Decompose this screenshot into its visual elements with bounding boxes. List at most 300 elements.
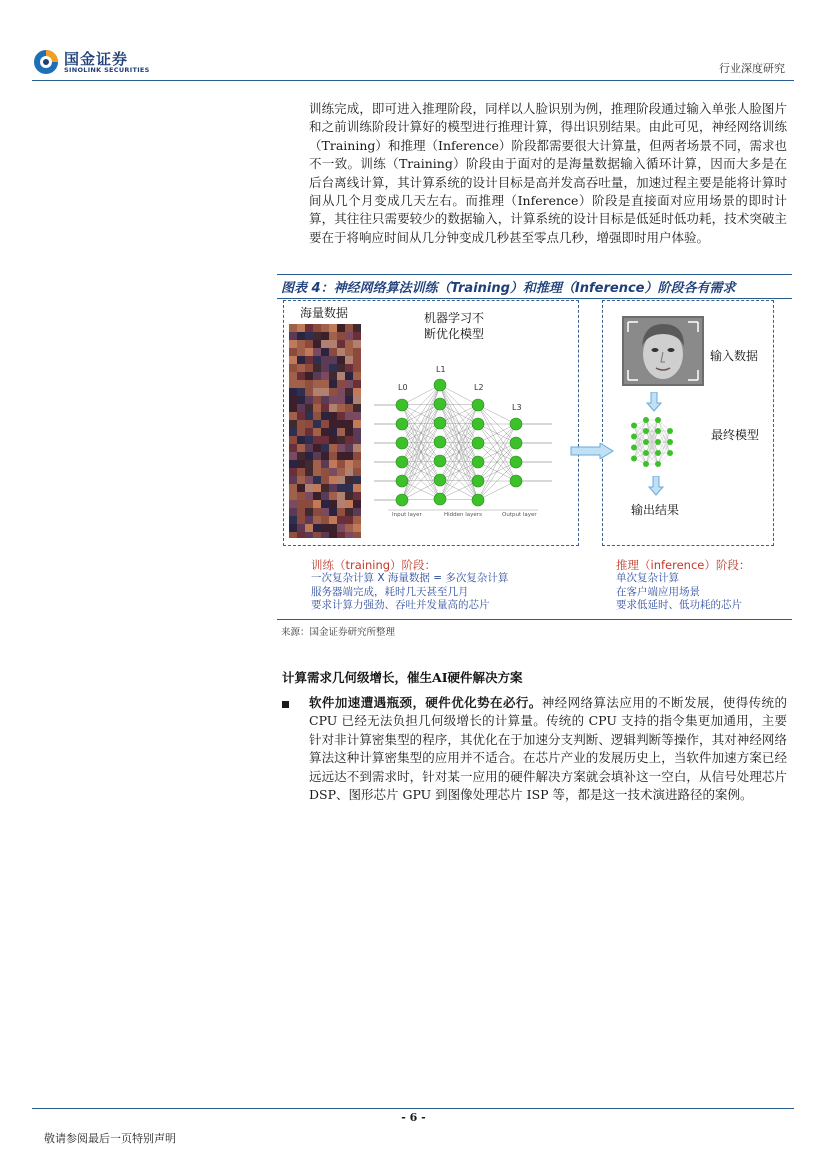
mosaic-tile [297, 340, 305, 348]
mosaic-tile [329, 532, 337, 538]
model-node [643, 417, 649, 423]
mosaic-tile [289, 532, 297, 538]
mosaic-tile [305, 460, 313, 468]
mosaic-tile [313, 476, 321, 484]
mosaic-tile [289, 492, 297, 500]
mosaic-tile [329, 332, 337, 340]
mosaic-tile [337, 412, 345, 420]
mosaic-tile [329, 492, 337, 500]
network-node [434, 493, 446, 505]
network-node [434, 379, 446, 391]
mosaic-tile [313, 372, 321, 380]
face-mosaic-image [289, 324, 361, 538]
mosaic-tile [297, 372, 305, 380]
model-node [643, 428, 649, 434]
mosaic-tile [313, 348, 321, 356]
mosaic-tile [329, 324, 337, 332]
training-note-item: 服务器端完成，耗时几天甚至几月 [311, 585, 469, 598]
model-node [655, 450, 661, 456]
mosaic-tile [321, 452, 329, 460]
mosaic-tile [345, 380, 353, 388]
mosaic-tile [345, 516, 353, 524]
mosaic-tile [289, 484, 297, 492]
mosaic-tile [337, 380, 345, 388]
mosaic-tile [353, 388, 361, 396]
mosaic-tile [305, 332, 313, 340]
mosaic-tile [353, 348, 361, 356]
model-node [643, 461, 649, 467]
down-arrow-icon [648, 476, 664, 496]
mosaic-tile [297, 396, 305, 404]
mosaic-tile [313, 380, 321, 388]
network-node [396, 437, 408, 449]
mosaic-tile [329, 428, 337, 436]
mosaic-tile [337, 404, 345, 412]
mosaic-tile [337, 460, 345, 468]
mosaic-tile [297, 460, 305, 468]
mosaic-tile [329, 468, 337, 476]
mosaic-tile [345, 468, 353, 476]
mosaic-tile [353, 404, 361, 412]
mosaic-tile [289, 356, 297, 364]
mosaic-tile [345, 388, 353, 396]
model-node [631, 434, 637, 440]
mosaic-tile [305, 356, 313, 364]
model-node [631, 445, 637, 451]
mosaic-tile [313, 516, 321, 524]
mosaic-tile [321, 396, 329, 404]
mosaic-tile [297, 516, 305, 524]
mosaic-tile [297, 524, 305, 532]
network-edge [478, 405, 516, 424]
mosaic-tile [305, 428, 313, 436]
mosaic-tile [353, 444, 361, 452]
logo-text-cn: 国金证券 [64, 50, 129, 68]
mosaic-tile [345, 364, 353, 372]
mosaic-tile [297, 356, 305, 364]
mosaic-tile [321, 324, 329, 332]
model-node [667, 450, 673, 456]
mosaic-tile [297, 532, 305, 538]
mosaic-tile [313, 428, 321, 436]
mosaic-tile [313, 444, 321, 452]
mosaic-tile [289, 524, 297, 532]
mosaic-tile [337, 372, 345, 380]
mosaic-tile [313, 460, 321, 468]
mosaic-tile [289, 428, 297, 436]
mosaic-tile [305, 484, 313, 492]
mosaic-tile [313, 436, 321, 444]
mosaic-tile [337, 452, 345, 460]
network-edge [478, 443, 516, 500]
network-edge [440, 443, 478, 499]
right-arrow-icon [570, 443, 614, 459]
mosaic-tile [353, 364, 361, 372]
mosaic-tile [289, 372, 297, 380]
model-node [655, 417, 661, 423]
mosaic-tile [305, 364, 313, 372]
logo-icon [33, 49, 59, 75]
network-node [434, 474, 446, 486]
mosaic-tile [345, 340, 353, 348]
mosaic-tile [345, 492, 353, 500]
mosaic-tile [297, 468, 305, 476]
network-node [472, 456, 484, 468]
mosaic-tile [289, 348, 297, 356]
mosaic-tile [329, 444, 337, 452]
mosaic-tile [321, 444, 329, 452]
mosaic-tile [353, 436, 361, 444]
mosaic-tile [345, 436, 353, 444]
mosaic-tile [353, 332, 361, 340]
mosaic-tile [305, 516, 313, 524]
mosaic-tile [297, 348, 305, 356]
mosaic-tile [353, 380, 361, 388]
mosaic-tile [337, 476, 345, 484]
mosaic-tile [329, 508, 337, 516]
model-node [667, 439, 673, 445]
mosaic-tile [337, 428, 345, 436]
network-edge [440, 405, 478, 461]
network-node [434, 455, 446, 467]
mosaic-tile [289, 460, 297, 468]
mosaic-tile [321, 468, 329, 476]
inference-note-item: 在客户端应用场景 [616, 585, 700, 598]
mosaic-tile [353, 420, 361, 428]
mosaic-tile [345, 420, 353, 428]
mosaic-tile [321, 412, 329, 420]
mosaic-tile [329, 524, 337, 532]
mosaic-tile [353, 468, 361, 476]
mosaic-tile [313, 332, 321, 340]
mosaic-tile [313, 484, 321, 492]
mosaic-tile [337, 484, 345, 492]
network-node [472, 399, 484, 411]
mosaic-tile [329, 396, 337, 404]
mosaic-tile [305, 412, 313, 420]
mosaic-tile [297, 500, 305, 508]
mosaic-tile [329, 420, 337, 428]
mosaic-tile [353, 412, 361, 420]
mosaic-tile [297, 404, 305, 412]
mosaic-tile [337, 364, 345, 372]
network-node [396, 456, 408, 468]
network-node [472, 494, 484, 506]
mosaic-tile [353, 428, 361, 436]
mosaic-tile [289, 476, 297, 484]
mosaic-tile [305, 468, 313, 476]
section-heading: 计算需求几何级增长，催生AI硬件解决方案 [282, 670, 523, 685]
mosaic-tile [305, 492, 313, 500]
mosaic-tile [329, 348, 337, 356]
mosaic-tile [321, 484, 329, 492]
mosaic-tile [289, 340, 297, 348]
footer-rule [32, 1108, 794, 1109]
mosaic-tile [337, 468, 345, 476]
model-node [643, 450, 649, 456]
mosaic-tile [337, 420, 345, 428]
mosaic-tile [337, 332, 345, 340]
model-node [631, 456, 637, 462]
inference-notes-list [616, 572, 742, 613]
mosaic-tile [297, 492, 305, 500]
mosaic-tile [289, 420, 297, 428]
axis-output-layer: Output layer [502, 512, 537, 518]
mosaic-tile [313, 492, 321, 500]
mosaic-tile [345, 500, 353, 508]
mosaic-tile [321, 420, 329, 428]
mosaic-tile [353, 500, 361, 508]
mosaic-tile [353, 340, 361, 348]
network-edge [440, 481, 478, 499]
network-node [396, 475, 408, 487]
axis-input-layer: Input layer [392, 512, 422, 518]
mosaic-tile [321, 356, 329, 364]
bullet-lead: 软件加速遭遇瓶颈，硬件优化势在必行。 [309, 695, 542, 710]
mosaic-tile [329, 364, 337, 372]
mosaic-tile [321, 364, 329, 372]
mosaic-tile [353, 492, 361, 500]
training-notes-list [311, 572, 508, 613]
mosaic-tile [329, 436, 337, 444]
mosaic-tile [321, 380, 329, 388]
mosaic-tile [353, 508, 361, 516]
mosaic-tile [337, 356, 345, 364]
mosaic-tile [337, 348, 345, 356]
network-edge [440, 405, 478, 499]
model-node [643, 439, 649, 445]
neural-network-diagram [368, 360, 568, 520]
mosaic-tile [289, 508, 297, 516]
figure-bottom-rule [277, 619, 792, 620]
mosaic-tile [297, 412, 305, 420]
mosaic-tile [353, 452, 361, 460]
training-notes-title: 训练（training）阶段： [311, 558, 437, 572]
mosaic-tile [297, 508, 305, 516]
label-output-result: 输出结果 [631, 503, 680, 517]
mosaic-tile [329, 380, 337, 388]
mosaic-tile [353, 476, 361, 484]
mosaic-tile [313, 468, 321, 476]
network-node [434, 398, 446, 410]
mosaic-tile [329, 460, 337, 468]
network-node [472, 437, 484, 449]
mosaic-tile [297, 420, 305, 428]
mosaic-tile [337, 340, 345, 348]
mosaic-tile [345, 508, 353, 516]
mosaic-tile [345, 484, 353, 492]
mosaic-tile [329, 452, 337, 460]
mosaic-tile [305, 380, 313, 388]
mosaic-tile [329, 404, 337, 412]
training-note-item: 要求计算力强劲、吞吐并发量高的芯片 [311, 599, 490, 611]
model-node [667, 428, 673, 434]
mosaic-tile [297, 444, 305, 452]
network-node [396, 418, 408, 430]
mosaic-tile [321, 508, 329, 516]
mosaic-tile [313, 364, 321, 372]
mosaic-tile [321, 476, 329, 484]
mosaic-tile [313, 396, 321, 404]
mosaic-tile [289, 364, 297, 372]
mosaic-tile [321, 372, 329, 380]
mosaic-tile [321, 516, 329, 524]
logo-text-en: SINOLINK SECURITIES [64, 66, 150, 74]
mosaic-tile [297, 452, 305, 460]
mosaic-tile [305, 452, 313, 460]
mosaic-tile [329, 412, 337, 420]
layer-label-l3: L3 [512, 403, 522, 412]
mosaic-tile [337, 500, 345, 508]
axis-hidden-layers: Hidden layers [444, 512, 482, 518]
network-node [510, 437, 522, 449]
mosaic-tile [305, 372, 313, 380]
mosaic-tile [321, 348, 329, 356]
mosaic-tile [297, 324, 305, 332]
mosaic-tile [289, 412, 297, 420]
training-note-item: 一次复杂计算 X 海量数据 = 多次复杂计算 [311, 572, 509, 584]
mosaic-tile [353, 372, 361, 380]
mosaic-tile [305, 388, 313, 396]
mosaic-tile [297, 476, 305, 484]
mosaic-tile [321, 340, 329, 348]
mosaic-tile [321, 460, 329, 468]
mosaic-tile [321, 428, 329, 436]
model-node [655, 439, 661, 445]
mosaic-tile [289, 324, 297, 332]
input-face-image [622, 316, 704, 386]
mosaic-tile [345, 396, 353, 404]
mosaic-tile [353, 396, 361, 404]
mosaic-tile [305, 500, 313, 508]
bullet-square-icon [282, 701, 289, 708]
mosaic-tile [345, 348, 353, 356]
mosaic-tile [297, 428, 305, 436]
mosaic-tile [305, 436, 313, 444]
mosaic-tile [321, 532, 329, 538]
mosaic-tile [345, 428, 353, 436]
report-type: 行业深度研究 [719, 62, 785, 75]
mosaic-tile [321, 524, 329, 532]
mosaic-tile [313, 508, 321, 516]
mosaic-tile [345, 356, 353, 364]
network-edge [478, 481, 516, 500]
network-node [510, 456, 522, 468]
header-rule [32, 80, 794, 81]
figure-title: 图表 4：神经网络算法训练（Training）和推理（Inference）阶段各有需求 [281, 281, 736, 296]
mosaic-tile [337, 324, 345, 332]
mosaic-tile [289, 332, 297, 340]
mosaic-tile [305, 524, 313, 532]
inference-notes-title: 推理（inference）阶段： [616, 558, 751, 572]
mosaic-tile [305, 444, 313, 452]
mosaic-tile [289, 468, 297, 476]
label-massive-data: 海量数据 [300, 306, 349, 320]
final-model-network-icon [624, 412, 684, 472]
body-paragraph: 训练完成，即可进入推理阶段，同样以人脸识别为例，推理阶段通过输入单张人脸图片和之前训练阶段计算好的模型进行推理计算，得出识别结果。由此可见，神经网络训练（Training）和推理（Inference）阶段都需要很大计算量，但两者场景不同，需求也不一致。训练（Training）阶段由于面对的是海量数据输入循环计算，因而大多是在后台离线计算，其计算系统的设计目标是高并发高吞吐量，加速过程主要是能将计算时间从几个月变成几天左右。而推理（Inference）阶段是直接面对应用场景的即时计算，其往往只需要较少的数据输入，计算系统的设计目标是低延时低功耗，技术突破主要在于将响应时间从几分钟变成几秒甚至零点几秒，增强即时用户体验。 [309, 101, 787, 245]
model-edge [658, 431, 670, 464]
inference-note-item: 单次复杂计算 [616, 572, 679, 584]
mosaic-tile [305, 532, 313, 538]
page-number: - 6 - [401, 1111, 426, 1124]
mosaic-tile [337, 516, 345, 524]
network-node [396, 399, 408, 411]
mosaic-tile [297, 436, 305, 444]
mosaic-tile [313, 340, 321, 348]
figure-source: 来源：国金证券研究所整理 [281, 627, 396, 638]
mosaic-tile [305, 340, 313, 348]
mosaic-tile [329, 484, 337, 492]
label-model-line2: 断优化模型 [424, 327, 485, 341]
network-node [472, 475, 484, 487]
layer-label-l2: L2 [474, 383, 484, 392]
mosaic-tile [337, 444, 345, 452]
mosaic-tile [337, 508, 345, 516]
mosaic-tile [353, 532, 361, 538]
mosaic-tile [329, 356, 337, 364]
inference-note-item: 要求低延时、低功耗的芯片 [616, 599, 742, 611]
network-node [472, 418, 484, 430]
mosaic-tile [329, 372, 337, 380]
mosaic-tile [313, 500, 321, 508]
mosaic-tile [289, 388, 297, 396]
mosaic-tile [337, 436, 345, 444]
network-node [510, 475, 522, 487]
mosaic-tile [353, 484, 361, 492]
mosaic-tile [289, 444, 297, 452]
mosaic-tile [345, 404, 353, 412]
mosaic-tile [321, 332, 329, 340]
mosaic-tile [353, 524, 361, 532]
network-node [396, 494, 408, 506]
label-input-data: 输入数据 [710, 349, 759, 363]
mosaic-tile [321, 404, 329, 412]
mosaic-tile [321, 492, 329, 500]
model-node [655, 461, 661, 467]
mosaic-tile [289, 436, 297, 444]
model-node [655, 428, 661, 434]
mosaic-tile [337, 388, 345, 396]
mosaic-tile [345, 476, 353, 484]
mosaic-tile [321, 436, 329, 444]
network-node [434, 436, 446, 448]
mosaic-tile [305, 396, 313, 404]
mosaic-tile [297, 380, 305, 388]
mosaic-tile [297, 388, 305, 396]
mosaic-tile [305, 476, 313, 484]
mosaic-tile [297, 484, 305, 492]
mosaic-tile [313, 412, 321, 420]
mosaic-tile [353, 324, 361, 332]
mosaic-tile [329, 516, 337, 524]
mosaic-tile [337, 532, 345, 538]
mosaic-tile [313, 324, 321, 332]
mosaic-tile [345, 460, 353, 468]
mosaic-tile [345, 372, 353, 380]
mosaic-tile [313, 532, 321, 538]
mosaic-tile [337, 492, 345, 500]
down-arrow-icon [646, 392, 662, 412]
mosaic-tile [289, 500, 297, 508]
mosaic-tile [305, 508, 313, 516]
mosaic-tile [337, 396, 345, 404]
mosaic-tile [313, 420, 321, 428]
network-edge [440, 405, 478, 423]
mosaic-tile [297, 364, 305, 372]
mosaic-tile [305, 348, 313, 356]
mosaic-tile [329, 476, 337, 484]
mosaic-tile [353, 460, 361, 468]
